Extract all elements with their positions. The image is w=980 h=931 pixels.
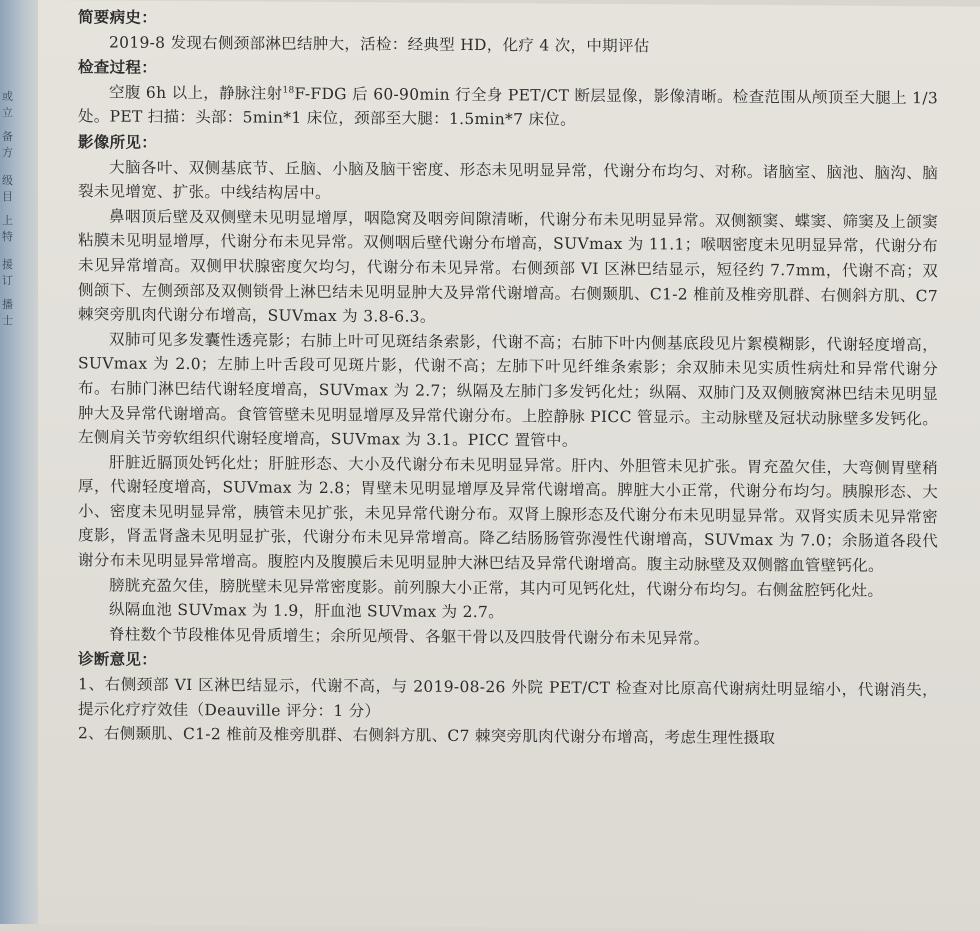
isotope-superscript: 18: [282, 85, 295, 96]
findings-paragraph: 膀胱充盈欠佳，膀胱壁未见异常密度影。前列腺大小正常，其内可见钙化灶，代谢分布均匀。右侧盆腔钙化灶。: [109, 576, 884, 600]
findings-paragraph: 鼻咽顶后壁及双侧壁未见明显增厚，咽隐窝及咽旁间隙清晰，代谢分布未见明显异常。双侧额窦、蝶窦、筛窦及上颌窦粘膜未见明显增厚，代谢分布未见异常。双侧咽后壁代谢分布增高，SUVmax 为 11.1；喉咽密度未见明显异常，代谢分布未见异常增高。双侧甲状腺密度欠均匀，代谢分布未见异常。右侧颈部 VI 区淋巴结显示，短径约 7.7mm，代谢不高；双侧颌下、左侧颈部及双侧锁骨上淋巴结未见明显肿大及异常代谢增高。右侧颞肌、C1-2 椎前及椎旁肌群、右侧斜方肌、C7 棘突旁肌肉代谢分布增高，SUVmax 为 3.8-6.3。: [78, 207, 938, 326]
diagnosis-item: 1、右侧颈部 VI 区淋巴结显示，代谢不高，与 2019-08-26 外院 PET/CT 检查对比原高代谢病灶明显缩小，代谢消失，提示化疗疗效佳（Deauville 评分：1 分）: [78, 675, 938, 721]
report-paper: [38, 0, 980, 931]
findings-heading: 影像所见：: [78, 132, 158, 152]
report-content: [78, 4, 938, 752]
findings-paragraph: 双肺可见多发囊性透亮影；右肺上叶可见斑结条索影，代谢不高；右肺下叶内侧基底段见片絮模糊影，代谢轻度增高，SUVmax 为 2.0；左肺上叶舌段可见斑片影，代谢不高；左肺下叶见纤维条索影；余双肺未见实质性病灶和异常代谢分布。右肺门淋巴结代谢轻度增高，SUVmax 为 2.7；纵隔及左肺门多发钙化灶；纵隔、双肺门及双侧腋窝淋巴结未见明显肿大及异常代谢增高。食管管壁未见明显增厚及异常代谢分布。上腔静脉 PICC 管显示。主动脉壁及冠状动脉壁多发钙化。左侧肩关节旁软组织代谢轻度增高，SUVmax 为 3.1。PICC 置管中。: [78, 330, 938, 450]
findings-paragraph: 脊柱数个节段椎体见骨质增生；余所见颅骨、各躯干骨以及四肢骨代谢分布未见异常。: [109, 625, 710, 648]
procedure-heading: 检查过程：: [78, 57, 158, 78]
diagnosis-item: 2、右侧颞肌、C1-2 椎前及椎旁肌群、右侧斜方肌、C7 棘突旁肌肉代谢分布增高，考虑生理性摄取: [78, 724, 776, 748]
findings-paragraph: 大脑各叶、双侧基底节、丘脑、小脑及脑干密度、形态未见明显异常，代谢分布均匀、对称。诸脑室、脑池、脑沟、脑裂未见增宽、扩张。中线结构居中。: [78, 158, 938, 203]
side-label: 备方: [2, 130, 13, 159]
procedure-text: [78, 80, 938, 135]
side-label: 级目: [2, 174, 13, 203]
procedure-pre: 空腹 6h 以上，静脉注射: [109, 83, 283, 103]
diagnosis-heading: 诊断意见：: [78, 649, 158, 670]
side-label: 援订: [2, 258, 13, 287]
side-label: 播士: [2, 298, 13, 327]
background-window-strip: [0, 0, 38, 924]
procedure-post: F-FDG 后 60-90min 行全身 PET/CT 断层显像，影像清晰。检查范围从颅顶至大腿上 1/3 处。PET 扫描：头部：5min*1 床位，颈部至大腿：1.5min*7 床位。: [78, 84, 939, 130]
findings-paragraph: 纵隔血池 SUVmax 为 1.9，肝血池 SUVmax 为 2.7。: [109, 600, 504, 622]
history-heading: 简要病史：: [78, 7, 158, 27]
findings-paragraph: 肝脏近膈顶处钙化灶；肝脏形态、大小及代谢分布未见明显异常。肝内、外胆管未见扩张。胃充盈欠佳，大弯侧胃壁稍厚，代谢轻度增高，SUVmax 为 2.8；胃壁未见明显增厚及异常代谢增高。脾脏大小正常，代谢分布均匀。胰腺形态、大小、密度未见明显异常，胰管未见扩张，未见异常代谢分布。双肾上腺形态及代谢分布未见明显异常。双肾实质未见异常密度影，肾盂肾盏未见明显扩张，代谢分布未见异常增高。降乙结肠肠管弥漫性代谢增高，SUVmax 为 7.0；余肠道各段代谢分布未见明显异常增高。腹腔内及腹膜后未见明显肿大淋巴结及异常代谢增高。腹主动脉壁及双侧髂血管壁钙化。: [78, 453, 938, 575]
side-label: 上特: [2, 214, 13, 243]
history-text: 2019-8 发现右侧颈部淋巴结肿大，活检：经典型 HD，化疗 4 次，中期评估: [109, 33, 650, 55]
side-label: 或立: [2, 90, 13, 119]
